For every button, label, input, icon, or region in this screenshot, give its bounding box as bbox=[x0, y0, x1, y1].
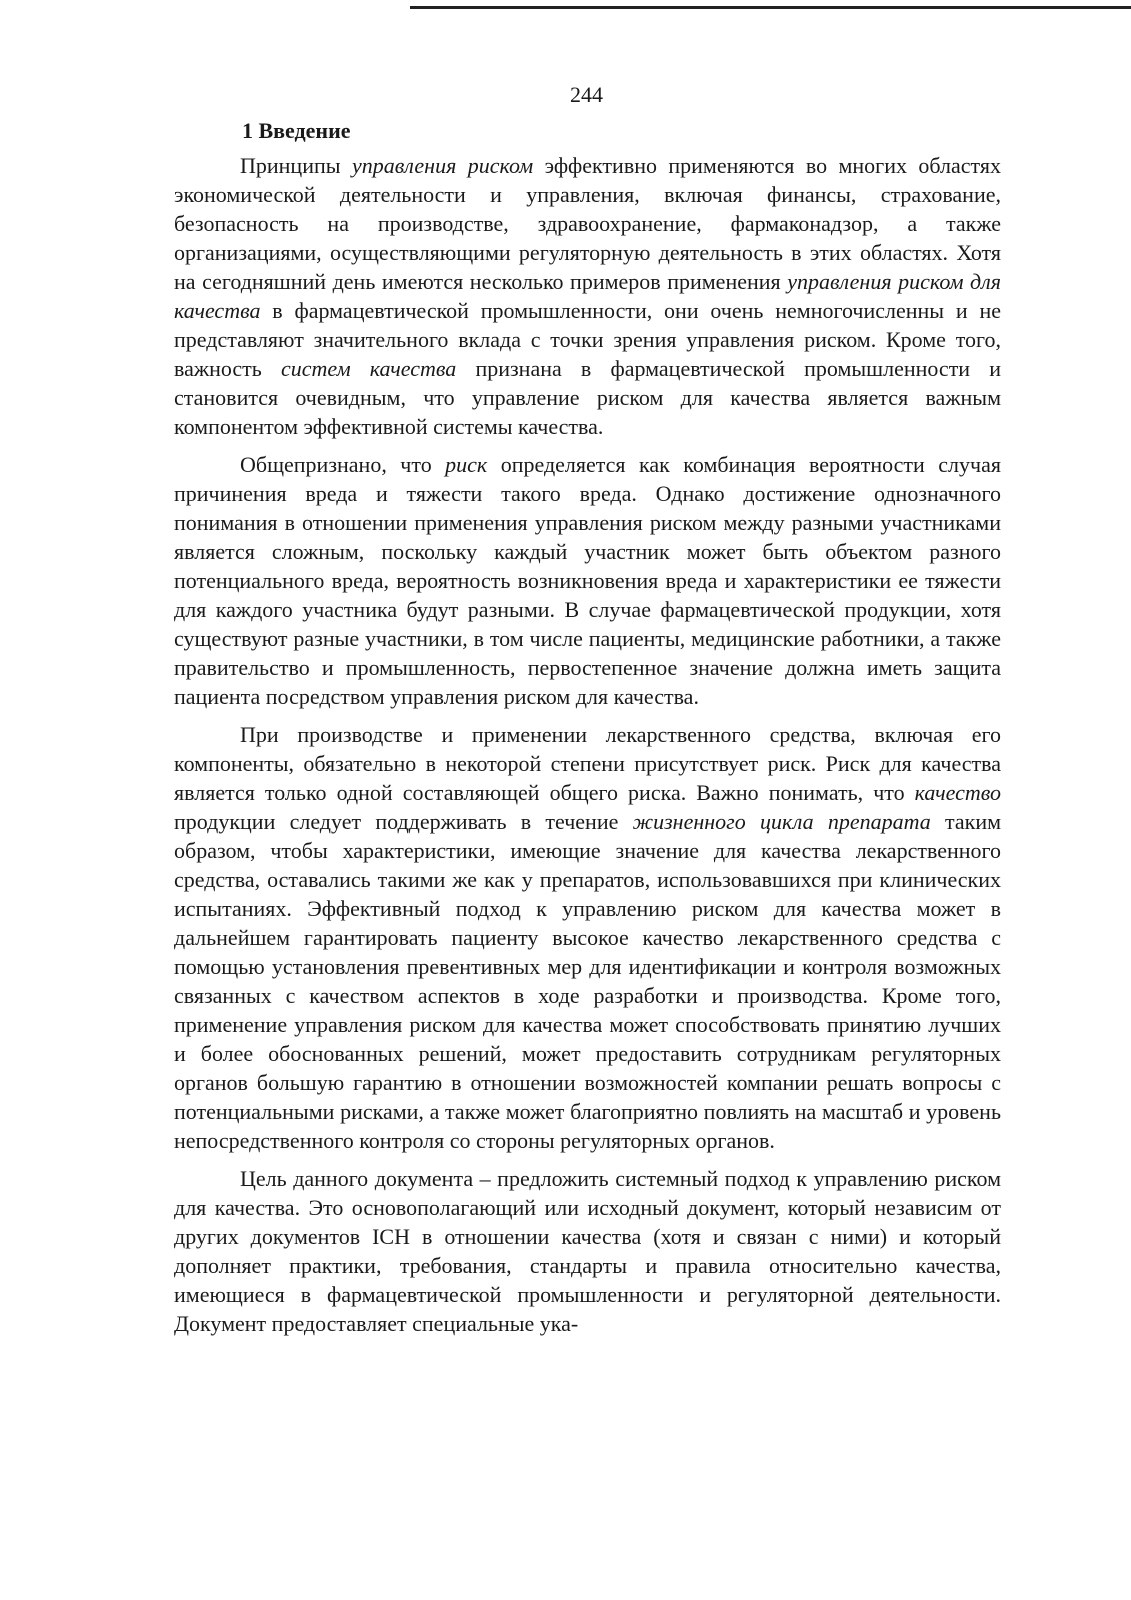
paragraphs-container bbox=[174, 151, 1001, 1338]
text-run: в фармацевтической промышленности, они очень немногочисленны и не представляют значительного вклада с точки зрения управления риском. Кроме того, важность bbox=[174, 298, 1001, 381]
paragraph bbox=[174, 151, 1001, 441]
italic-term: управления риском bbox=[351, 153, 534, 178]
text-run: При производстве и применении лекарственного средства, включая его компоненты, обязательно в некоторой степени присутствует риск. Риск для качества является только одной составляющей общего риска. Важно понимать, что bbox=[174, 722, 1001, 805]
document-body bbox=[174, 116, 1001, 1338]
paragraph bbox=[174, 1164, 1001, 1338]
text-run: Цель данного документа – предложить системный подход к управлению риском для качества. Это основополагающий или исходный документ, который независим от других документов ICH в отношении качества (хотя и связан с ними) и который дополняет практики, требования, стандарты и правила относительно качества, имеющиеся в фармацевтической промышленности и регуляторной деятельности. Документ предоставляет специальные ука- bbox=[174, 1166, 1001, 1336]
text-run: определяется как комбинация вероятности случая причинения вреда и тяжести такого вреда. Однако достижение однозначного понимания в отношении применения управления риском между разными участниками является сложным, поскольку каждый участник может быть объектом разного потенциального вреда, вероятность возникновения вреда и характеристики ее тяжести для каждого участника будут разными. В случае фармацевтической продукции, хотя существуют разные участники, в том числе пациенты, медицинские работники, а также правительство и промышленность, первостепенное значение должна иметь защита пациента посредством управления риском для качества. bbox=[174, 452, 1001, 709]
text-run: Принципы bbox=[240, 153, 352, 178]
text-run: продукции следует поддерживать в течение bbox=[174, 809, 633, 834]
italic-term: управления риском для качества bbox=[174, 269, 1002, 323]
text-run: признана в фармацевтической промышленности и становится очевидным, что управление риском для качества является важным компонентом эффективной системы качества. bbox=[174, 356, 1002, 439]
text-run: таким образом, чтобы характеристики, имеющие значение для качества лекарственного средства, оставались такими же как у препаратов, использовавшихся при клинических испытаниях. Эффективный подход к управлению риском для качества может в дальнейшем гарантировать пациенту высокое качество лекарственного средства с помощью установления превентивных мер для идентификации и контроля возможных связанных с качеством аспектов в ходе разработки и производства. Кроме того, применение управления риском для качества может способствовать принятию лучших и более обоснованных решений, может предоставить сотрудникам регуляторных органов большую гарантию в отношении возможностей компании решать вопросы с потенциальными рисками, а также может благоприятно повлиять на масштаб и уровень непосредственного контроля со стороны регуляторных органов. bbox=[174, 809, 1002, 1153]
text-run: эффективно применяются во многих областях экономической деятельности и управления, включая финансы, страхование, безопасность на производстве, здравоохранение, фармаконадзор, а также организациями, осуществляющими регуляторную деятельность в этих областях. Хотя на сегодняшний день имеются несколько примеров применения bbox=[174, 153, 1001, 294]
top-rule bbox=[410, 6, 1131, 9]
paragraph bbox=[174, 720, 1001, 1155]
page-number: 244 bbox=[570, 82, 603, 107]
italic-term: качество bbox=[914, 780, 1001, 805]
italic-term: жизненного цикла препарата bbox=[632, 809, 931, 834]
italic-term: систем качества bbox=[280, 356, 457, 381]
text-run: Общепризнано, что bbox=[240, 452, 446, 477]
italic-term: риск bbox=[445, 452, 488, 477]
section-heading: 1 Введение bbox=[242, 118, 351, 143]
paragraph bbox=[174, 450, 1001, 711]
